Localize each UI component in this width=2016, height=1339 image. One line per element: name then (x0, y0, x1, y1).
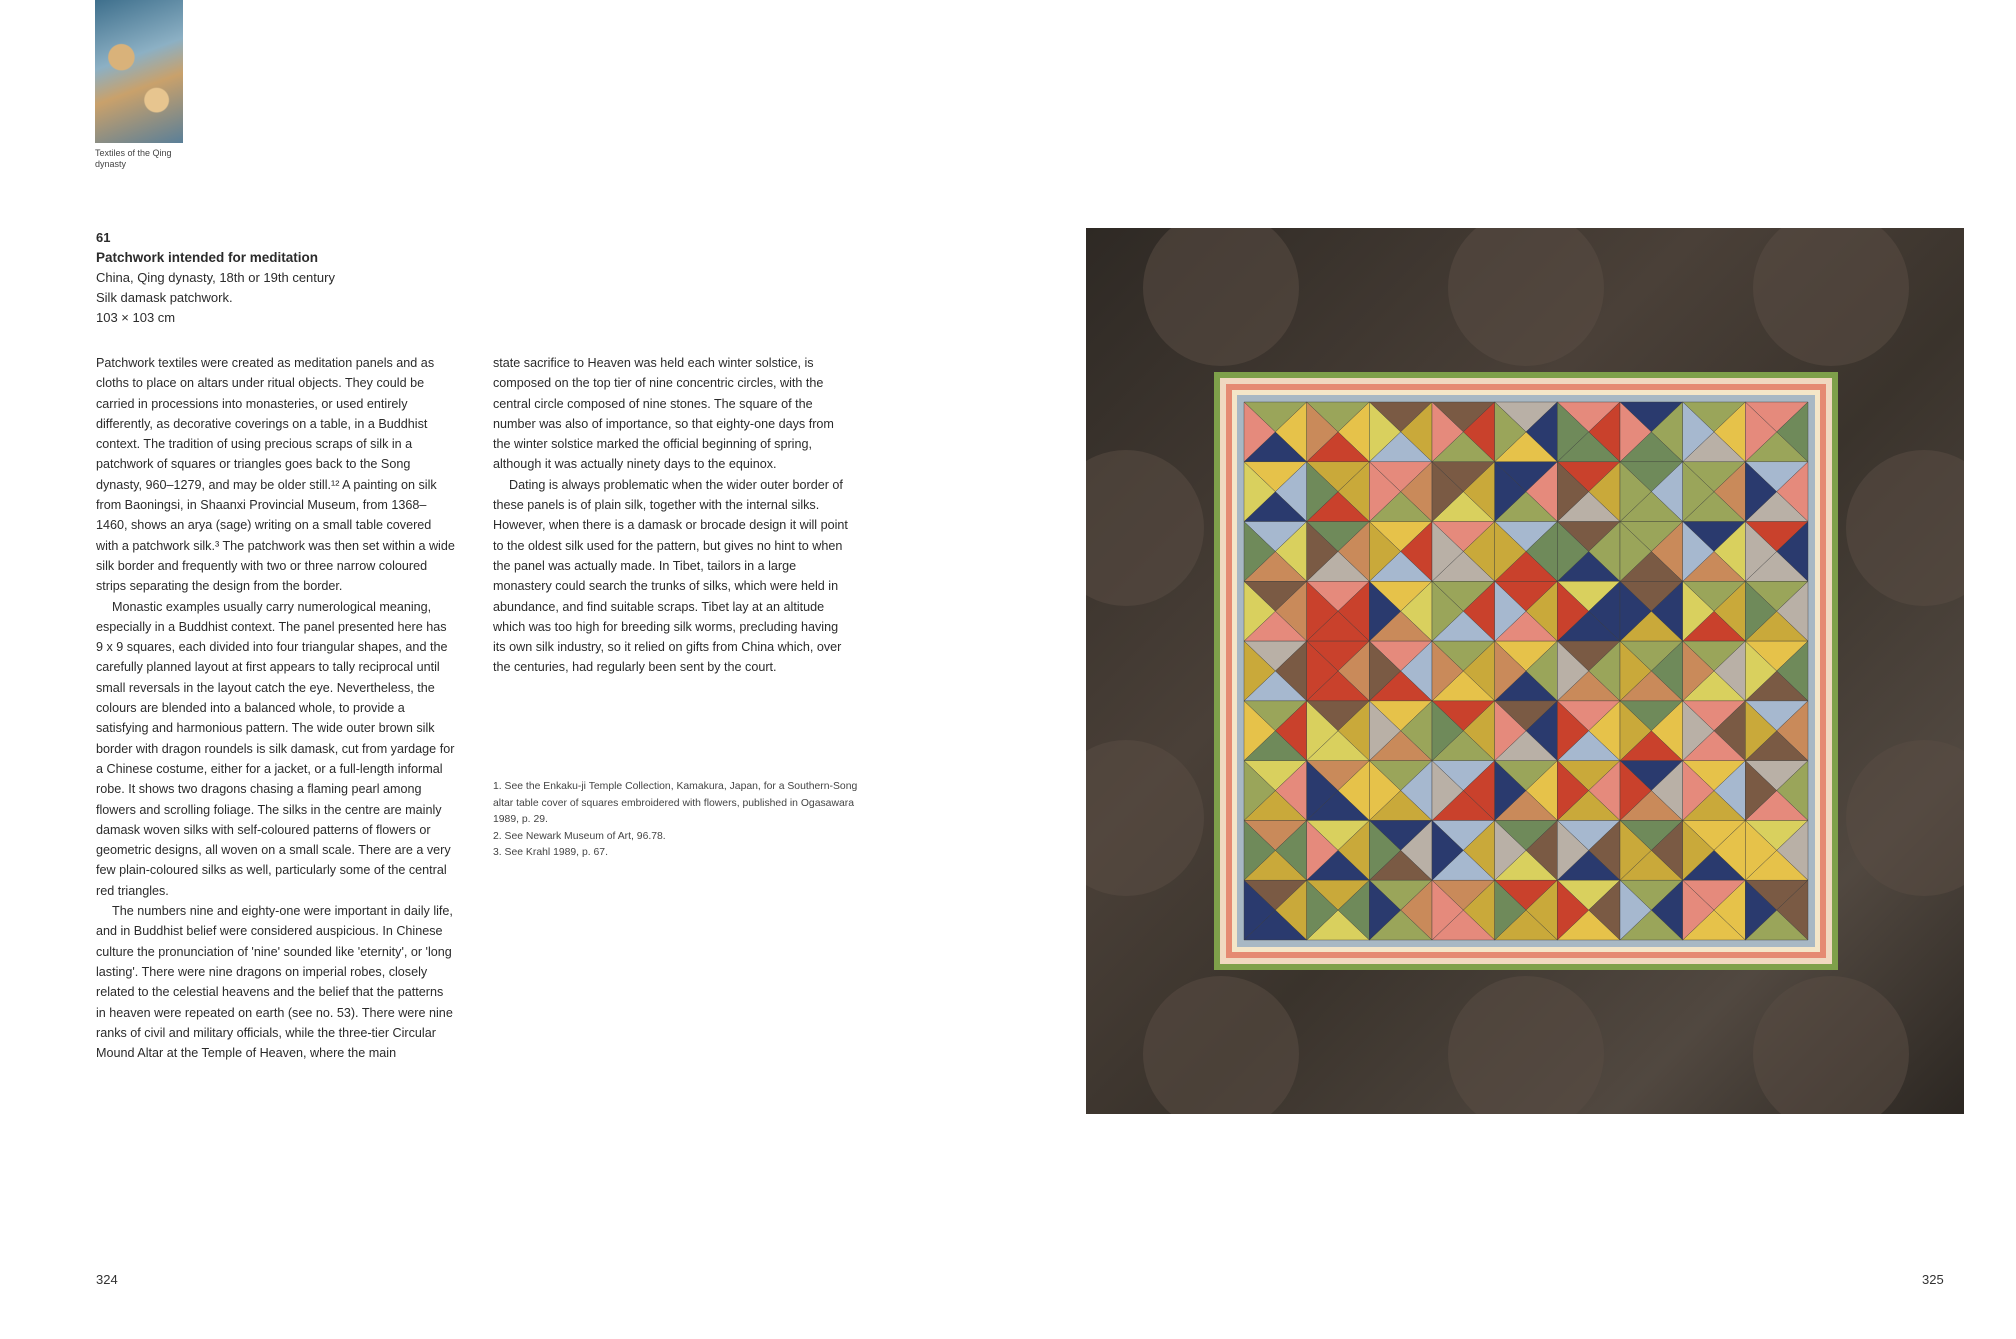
footnote: 1. See the Enkaku-ji Temple Collection, Kamakura, Japan, for a Southern-Song altar table cover of squares embroidered with flowers, published in Ogasawara 1989, p. 29. (493, 781, 858, 826)
footnote: 3. See Krahl 1989, p. 67. (493, 847, 608, 859)
entry-number: 61 (96, 230, 111, 245)
paragraph: Dating is always problematic when the wider outer border of these panels is of plain silk, together with the internal silks. However, when there is a damask or brocade design it will point to the oldest silk used for the pattern, but gives no hint to when the panel was actually made. In Tibet, tailors in a large monastery could search the trunks of silks, which were held in abundance, and find suitable scraps. Tibet lay at an altitude which was too high for breeding silk worms, precluding having its own silk industry, so it relied on gifts from China which, over the centuries, had regularly been sent by the court. (493, 477, 848, 675)
footnotes (493, 779, 863, 862)
paragraph: state sacrifice to Heaven was held each winter solstice, is composed on the top tier of nine concentric circles, with the central circle composed of nine stones. The square of the number was also of importance, so that eighty-one days from the winter solstice marked the official beginning of spring, although it was actually ninety days to the equinox. (493, 356, 834, 472)
entry-dimensions: 103 × 103 cm (96, 310, 176, 325)
paragraph: Monastic examples usually carry numerological meaning, especially in a Buddhist context. The panel presented here has 9 x 9 squares, each divided into four triangular shapes, and the carefully planned layout at first appears to tally reciprocal until small reversals in the layout catch the eye. Nevertheless, the colours are blended into a balanced whole, to provide a satisfying and harmonious pattern. The wide outer brown silk border with dragon roundels is silk damask, cut from yardage for a Chinese costume, either for a jacket, or a full-length informal robe. It shows two dragons chasing a flaming pearl among flowers and scrolling foliage. The silks in the centre are mainly damask woven silks with self-coloured patterns of flowers or geometric designs, all woven on a small scale. There are a very few plain-coloured silks as well, particularly some of the central red triangles. (96, 599, 455, 898)
text-column-1 (96, 353, 456, 1063)
patchwork-grid (1244, 402, 1808, 940)
paragraph: The numbers nine and eighty-one were important in daily life, and in Buddhist belief were considered auspicious. In Chinese culture the pronunciation of 'nine' sounded like 'eternity', or 'long lasting'. There were nine dragons on imperial robes, closely related to the celestial heavens and the belief that the patterns in heaven were repeated on earth (see no. 53). There were nine ranks of civil and military officials, while the three-tier Circular Mound Altar at the Temple of Heaven, where the main (96, 904, 453, 1061)
entry-date: China, Qing dynasty, 18th or 19th century (96, 270, 335, 285)
entry-title: Patchwork intended for meditation (96, 250, 319, 265)
page-number-left: 324 (96, 1272, 118, 1287)
page-number-right: 325 (1922, 1272, 1944, 1287)
patchwork-photo (1086, 228, 1964, 1114)
entry-material: Silk damask patchwork. (96, 290, 233, 305)
paragraph: Patchwork textiles were created as meditation panels and as cloths to place on altars under ritual objects. They could be carried in processions into monasteries, or used entirely differently, as decorative coverings on a table, in a Buddhist context. The tradition of using precious scraps of silk in a patchwork of squares or triangles goes back to the Song dynasty, 960–1279, and may be older still.¹² A painting on silk from Baoningsi, in Shaanxi Provincial Museum, from 1368–1460, shows an arya (sage) writing on a small table covered with a patchwork silk.³ The patchwork was then set within a wide silk border and frequently with two or three narrow coloured strips separating the design from the border. (96, 356, 455, 594)
footnote: 2. See Newark Museum of Art, 96.78. (493, 830, 666, 842)
thumbnail-caption: Textiles of the Qing dynasty (95, 148, 172, 169)
thumbnail-image (95, 0, 183, 143)
text-column-2 (493, 353, 853, 678)
